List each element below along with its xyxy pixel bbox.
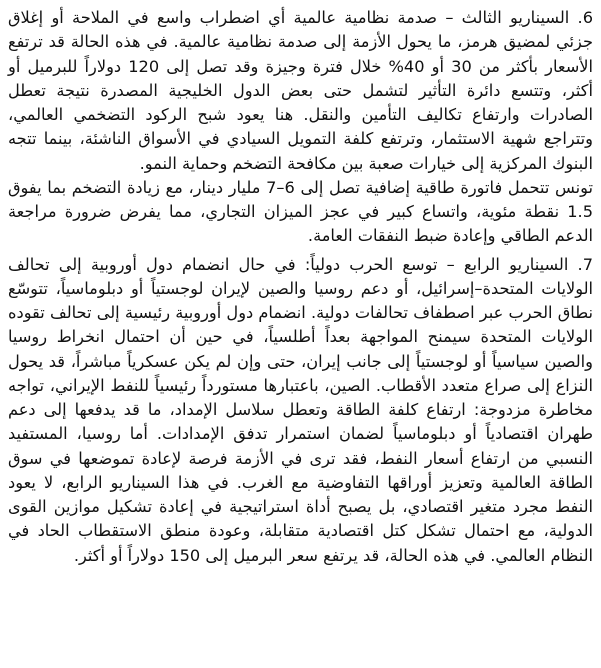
- paragraph-heading: السيناريو الثالث – صدمة نظامية عالمية: [293, 8, 570, 27]
- paragraph-text: أي اضطراب واسع في الملاحة أو إغلاق جزئي لمضيق هرمز، ما يحول الأزمة إلى صدمة نظامية عالمية. في هذه الحالة قد ترتفع الأسعار بأكثر من 30 أو 40% خلال فترة وجيزة وقد تصل إلى 120 دولاراً للبرميل أو أكثر، وتتسع دائرة التأثير لتشمل حتى بعض الدول الخليجية المصدرة نتيجة تعطل الصادرات وارتفاع تكاليف التأمين والنقل. هنا يعود شبح الركود التضخمي العالمي، وتتراجع شهية الاستثمار، وترتفع كلفة التمويل السيادي في الأسواق الناشئة، بينما تتجه البنوك المركزية إلى خيارات صعبة بين مكافحة التضخم وحماية النمو.: [8, 8, 593, 173]
- paragraph-number: 7.: [577, 254, 593, 274]
- paragraph-heading: السيناريو الرابع – توسع الحرب دولياً:: [304, 254, 569, 274]
- paragraph-tunisia-impact: [8, 176, 593, 249]
- paragraph-scenario-4: [8, 253, 593, 568]
- paragraph-text: تونس تتحمل فاتورة طاقية إضافية تصل إلى 6–7 مليار دينار، مع زيادة التضخم بما يفوق 1.5 نقطة مئوية، واتساع كبير في عجز الميزان التجاري، مما يفرض ضرورة مراجعة الدعم الطاقي وإعادة ضبط النفقات العامة.: [8, 177, 593, 246]
- paragraph-text: في حال انضمام دول أوروبية إلى تحالف الولايات المتحدة–إسرائيل، أو دعم روسيا والصين لإيران لوجستياً أو دبلوماسياً، تتوسّع نطاق الحرب عبر اصطفاف تحالفات دولية. انضمام دول أوروبية رئيسية إلى تحالف تقوده الولايات المتحدة سيمنح المواجهة بعداً أطلسياً، في حين أن احتمال انخراط روسيا والصين سياسياً أو لوجستياً إلى جانب إيران، حتى وإن لم يكن عسكرياً مباشراً، قد يحول النزاع إلى صراع متعدد الأقطاب. الصين، باعتبارها مستورداً رئيسياً للنفط الإيراني، تواجه مخاطرة مزدوجة: ارتفاع كلفة الطاقة وتعطل سلاسل الإمداد، ما قد يدفعها إلى دعم طهران اقتصادياً أو دبلوماسياً لضمان استمرار تدفق الإمدادات. أما روسيا، المستفيد النسبي من ارتفاع أسعار النفط، فقد ترى في الأزمة فرصة لإعادة تموضعها في سوق الطاقة العالمية وتعزيز أوراقها التفاوضية مع الغرب. في هذا السيناريو الرابع، لا يعود النفط مجرد متغير اقتصادي، بل يصبح أداة استراتيجية في إعادة تشكيل موازين القوى الدولية، مع احتمال تشكل كتل اقتصادية متقابلة، وعودة منطق الاستقطاب الحاد في النظام العالمي. في هذه الحالة، قد يرتفع سعر البرميل إلى 150 دولاراً أو أكثر.: [8, 254, 593, 565]
- paragraph-number: 6.: [577, 8, 593, 27]
- paragraph-scenario-3: [8, 6, 593, 176]
